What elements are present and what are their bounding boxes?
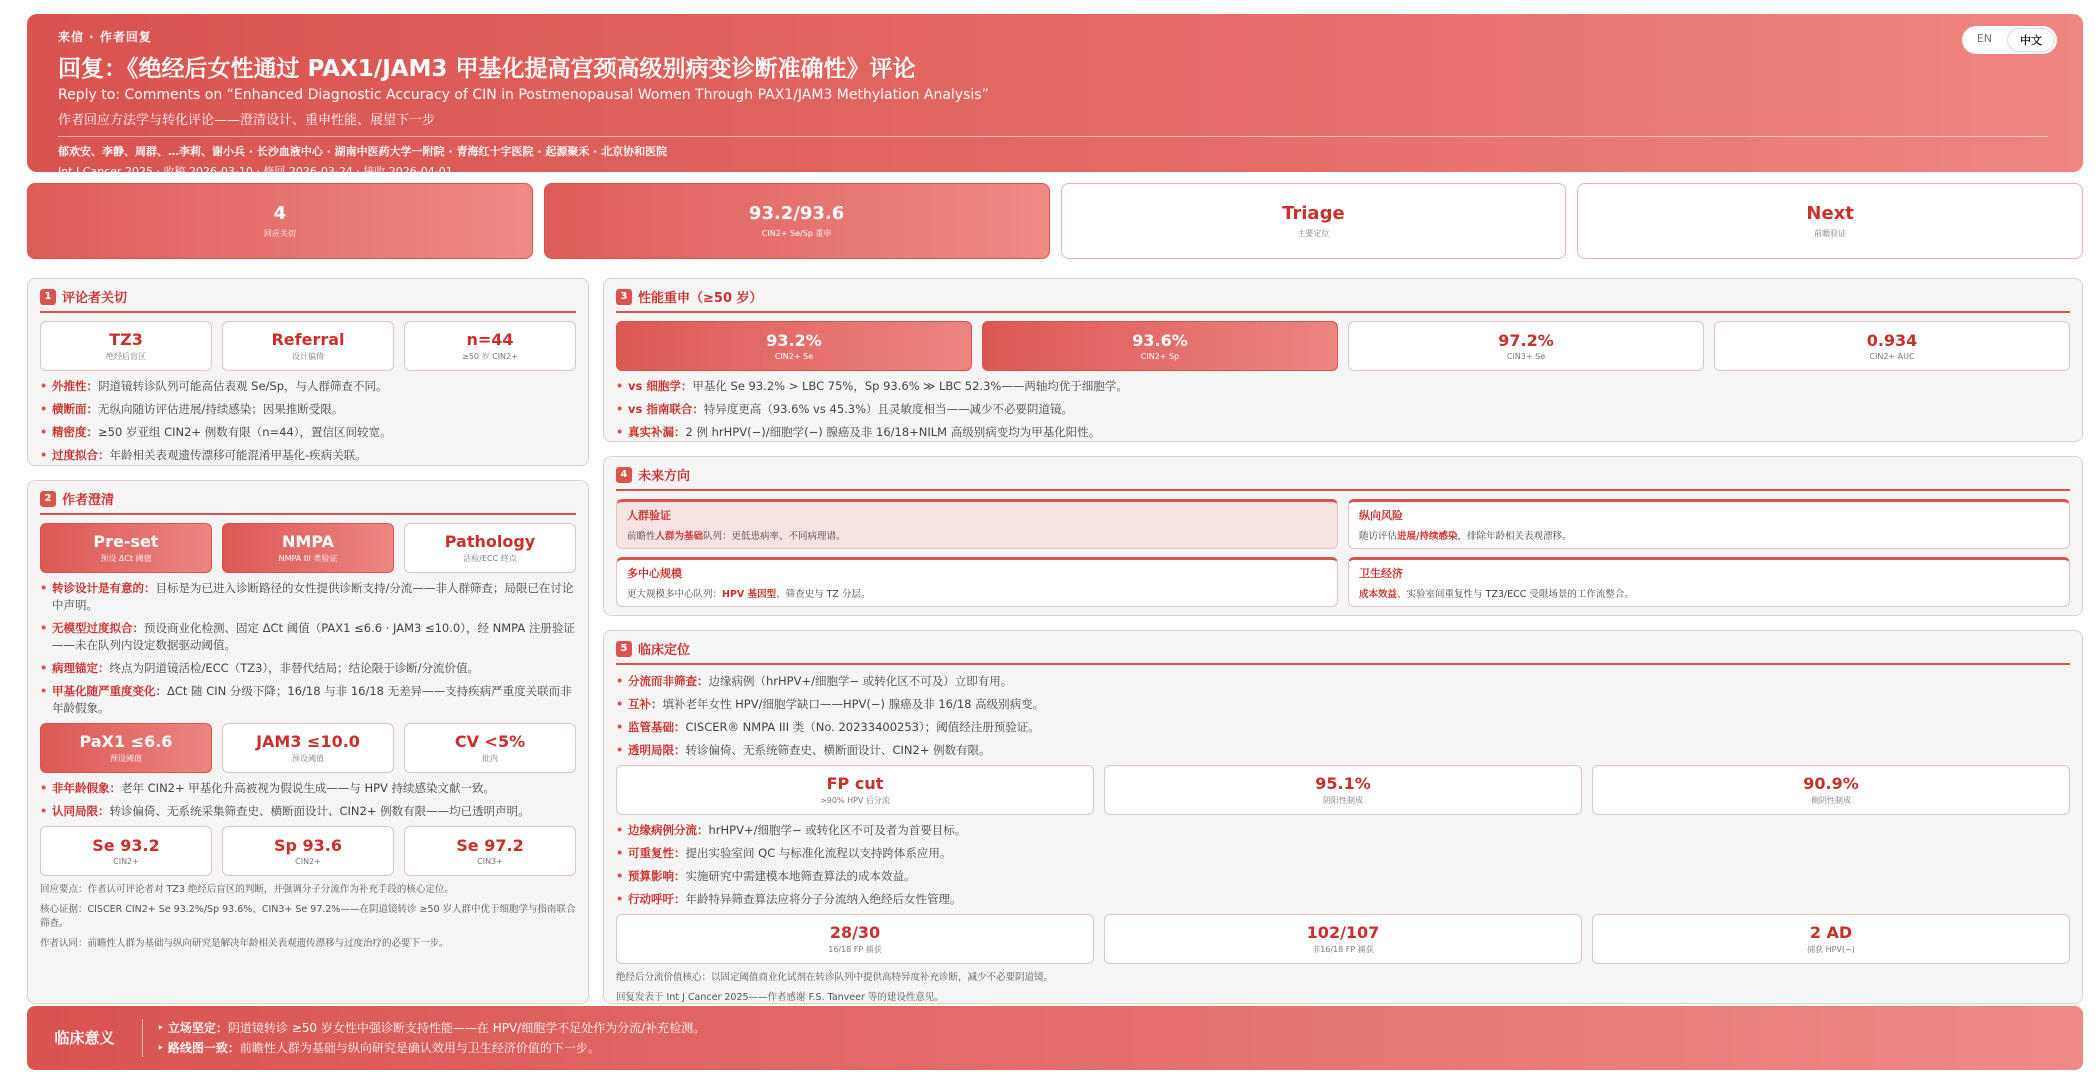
metric-label: CIN3+ Se	[1506, 352, 1546, 361]
metric-label: 非16/18 FP 捕获	[1312, 945, 1374, 954]
metric-value: Pre-set	[93, 532, 159, 551]
metric-value: CV <5%	[454, 732, 526, 751]
metric-value: 0.934	[1866, 331, 1918, 350]
metric-value: FP cut	[826, 774, 884, 793]
metric-label: 批内	[482, 754, 498, 763]
kpi-card	[544, 183, 1050, 259]
metric-box	[40, 826, 212, 876]
kpi-card	[27, 183, 533, 259]
metric-label: 预设 ΔCt 阈值	[100, 554, 152, 563]
page-subtitle: 作者回应方法学与转化评论——澄清设计、重申性能、展望下一步	[58, 113, 436, 128]
section-number: 2	[40, 491, 56, 507]
list-item: • 边缘病例分流：hrHPV+/细胞学− 或转化区不可及者为首要目标。	[616, 822, 2070, 839]
metric-box	[404, 523, 576, 573]
list-item: • 外推性：阴道镜转诊队列可能高估表观 Se/Sp，与人群筛查不同。	[40, 378, 576, 395]
list-item: • 非年龄假象：老年 CIN2+ 甲基化升高被视为假说生成——与 HPV 持续感染文献一致。	[40, 780, 576, 797]
metric-value: 28/30	[829, 923, 881, 942]
metric-value: NMPA	[282, 532, 334, 551]
list-item: • 可重复性：提出实验室间 QC 与标准化流程以支持跨体系应用。	[616, 845, 2070, 862]
page-title-en: Reply to: Comments on “Enhanced Diagnostic Accuracy of CIN in Postmenopausal Women Through PAX1/JAM3 Methylation Analysis”	[58, 87, 989, 103]
lang-zh-button[interactable]: 中文	[2008, 29, 2054, 51]
panel-reviewer-concerns	[27, 278, 589, 466]
section-rule	[616, 489, 2070, 491]
metric-label: ≥50 岁 CIN2+	[462, 352, 518, 361]
bullet-list	[616, 673, 2070, 759]
section-title: 作者澄清	[62, 493, 115, 508]
metric-value: Sp 93.6	[273, 836, 343, 855]
kpi-row	[27, 183, 2083, 259]
list-item: • 透明局限：转诊偏倚、无系统筛查史、横断面设计、CIN2+ 例数有限。	[616, 742, 2070, 759]
metric-box	[1348, 321, 1704, 371]
panel-notes	[40, 883, 576, 951]
bullet-list	[616, 822, 2070, 908]
future-card	[1348, 557, 2070, 607]
bullet-list	[616, 378, 2070, 441]
kpi-card	[1061, 183, 1567, 259]
section-title: 临床定位	[638, 643, 691, 658]
future-card	[616, 557, 1338, 607]
footer-label: 临床意义	[27, 1019, 143, 1057]
metric-box	[222, 723, 394, 773]
metric-box	[1104, 914, 1582, 964]
metric-box	[1104, 765, 1582, 815]
metric-box	[616, 321, 972, 371]
panel-clinical-positioning	[603, 630, 2083, 1004]
metric-label: CIN2+ AUC	[1869, 352, 1915, 361]
metric-label: CIN2+	[295, 857, 321, 866]
bullet-list	[40, 378, 576, 464]
metric-label: 绝经后盲区	[106, 352, 146, 361]
clinical-significance-footer	[27, 1006, 2083, 1070]
metric-box	[222, 321, 394, 371]
metric-value: Se 97.2	[456, 836, 524, 855]
card-title: 多中心规模	[627, 567, 682, 580]
card-text: 随访评估进展/持续感染，排除年龄相关表观漂移。	[1359, 531, 1572, 542]
language-toggle	[1962, 26, 2057, 54]
list-item: • 转诊设计是有意的：目标是为已进入诊断路径的女性提供诊断支持/分流——非人群筛查；局限已在讨论中声明。	[40, 580, 576, 614]
panel-header	[616, 287, 2070, 306]
metric-boxes	[40, 321, 576, 371]
metric-box	[404, 321, 576, 371]
kpi-label: CIN2+ Se/Sp 重申	[761, 229, 832, 238]
kpi-label: 回应关切	[263, 229, 296, 238]
future-grid	[616, 499, 2070, 607]
metric-value: 2 AD	[1809, 923, 1853, 942]
footer-line: ‣ 立场坚定：阴道镜转诊 ≥50 岁女性中强诊断支持性能——在 HPV/细胞学不足处作为分流/补充检测。	[157, 1021, 706, 1035]
kpi-value: 4	[273, 203, 287, 224]
bullet-list	[40, 580, 576, 717]
list-item: • 互补：填补老年女性 HPV/细胞学缺口——HPV(−) 腺癌及非 16/18 高级别病变。	[616, 696, 2070, 713]
metric-label: CIN3+	[477, 857, 503, 866]
metric-box	[1592, 914, 2070, 964]
page-title: 回复：《绝经后女性通过 PAX1/JAM3 甲基化提高宫颈高级别病变诊断准确性》评论	[58, 56, 916, 82]
note-text: 核心证据：CISCER CIN2+ Se 93.2%/Sp 93.6%、CIN3+ Se 97.2%——在阴道镜转诊 ≥50 岁人群中优于细胞学与指南联合筛查。	[40, 904, 576, 929]
metric-label: >90% HPV 后分流	[820, 796, 890, 805]
kpi-label: 前瞻验证	[1814, 229, 1847, 238]
metric-label: NMPA III 类验证	[278, 554, 338, 563]
metric-value: Referral	[271, 330, 345, 349]
metric-value: Pathology	[444, 532, 536, 551]
panel-header	[616, 465, 2070, 484]
metric-label: 阴阳性制成	[1323, 796, 1363, 805]
kpi-label: 主要定位	[1297, 229, 1330, 238]
metric-box	[222, 523, 394, 573]
note-text: 回复发表于 Int J Cancer 2025——作者感谢 F.S. Tanveer 等的建设性意见。	[616, 992, 944, 1003]
metric-box	[404, 723, 576, 773]
metric-value: 102/107	[1306, 923, 1380, 942]
panel-header	[616, 639, 2070, 658]
metric-label: CIN2+	[113, 857, 139, 866]
card-title: 卫生经济	[1359, 567, 1403, 580]
metric-box	[616, 765, 1094, 815]
metric-box	[616, 914, 1094, 964]
metric-boxes	[616, 321, 2070, 371]
section-number: 1	[40, 289, 56, 305]
list-item: • 过度拟合：年龄相关表观遗传漂移可能混淆甲基化-疾病关联。	[40, 447, 576, 464]
list-item: • vs 细胞学：甲基化 Se 93.2% > LBC 75%，Sp 93.6% ≫ LBC 52.3%——两轴均优于细胞学。	[616, 378, 2070, 395]
kpi-value: 93.2/93.6	[748, 203, 845, 224]
list-item: • vs 指南联合：特异度更高（93.6% vs 45.3%）且灵敏度相当——减少不必要阴道镜。	[616, 401, 2070, 418]
note-text: 绝经后分流价值核心：以固定阈值商业化试剂在转诊队列中提供高特异度补充诊断，减少不必要阴道镜。	[616, 972, 1054, 983]
section-rule	[616, 663, 2070, 665]
list-item: • 甲基化随严重度变化：ΔCt 随 CIN 分级下降；16/18 与非 16/18 无差异——支持疾病严重度关联而非年龄假象。	[40, 683, 576, 717]
lang-en-button[interactable]: EN	[1976, 32, 1992, 45]
panel-header	[40, 287, 576, 306]
metric-label: CIN2+ Se	[774, 352, 814, 361]
card-text: 更大规模多中心队列：HPV 基因型、筛查史与 TZ 分层。	[627, 589, 871, 600]
card-title: 人群验证	[627, 509, 671, 522]
list-item: • 病理锚定：终点为阴道镜活检/ECC（TZ3），非替代结局；结论限于诊断/分流价值。	[40, 660, 576, 677]
metric-value: n=44	[466, 330, 514, 349]
metric-label: 预设阈值	[292, 754, 324, 763]
metric-boxes	[40, 523, 576, 573]
section-number: 3	[616, 289, 632, 305]
list-item: • 无模型过度拟合：预设商业化检测、固定 ΔCt 阈值（PAX1 ≤6.6 · JAM3 ≤10.0），经 NMPA 注册验证——未在队列内设定数据驱动阈值。	[40, 620, 576, 654]
journal-info: Int J Cancer 2025 · 收稿 2026-03-10 · 修回 2026-03-24 · 接收 2026-04-01	[58, 165, 453, 178]
metric-value: 90.9%	[1803, 774, 1859, 793]
metric-boxes	[616, 914, 2070, 964]
metric-value: 95.1%	[1315, 774, 1371, 793]
kpi-value: Triage	[1282, 203, 1345, 224]
kpi-value: Next	[1806, 203, 1854, 224]
metric-label: 侧阴性制成	[1811, 796, 1851, 805]
list-item: • 行动呼吁：年龄特异筛查算法应将分子分流纳入绝经后女性管理。	[616, 891, 2070, 908]
metric-value: 93.2%	[766, 331, 822, 350]
section-rule	[40, 513, 576, 515]
list-item: • 预算影响：实施研究中需建模本地筛查算法的成本效益。	[616, 868, 2070, 885]
future-card	[616, 499, 1338, 549]
card-title: 纵向风险	[1359, 509, 1403, 522]
future-card	[1348, 499, 2070, 549]
metric-label: 活检/ECC 终点	[463, 554, 517, 563]
metric-boxes	[40, 826, 576, 876]
metric-label: 16/18 FP 捕获	[828, 945, 882, 954]
section-rule	[616, 311, 2070, 313]
list-item: • 精密度：≥50 岁亚组 CIN2+ 例数有限（n=44），置信区间较宽。	[40, 424, 576, 441]
metric-box	[222, 826, 394, 876]
metric-value: TZ3	[109, 330, 143, 349]
list-item: • 认同局限：转诊偏倚、无系统采集筛查史、横断面设计、CIN2+ 例数有限——均已透明声明。	[40, 803, 576, 820]
metric-value: 97.2%	[1498, 331, 1554, 350]
footer-line: ‣ 路线图一致：前瞻性人群为基础与纵向研究是确认效用与卫生经济价值的下一步。	[157, 1041, 600, 1055]
header-banner	[27, 14, 2083, 178]
section-title: 未来方向	[638, 469, 691, 484]
metric-label: 捕获 HPV(−)	[1807, 945, 1855, 954]
metric-boxes	[616, 765, 2070, 815]
metric-value: Se 93.2	[92, 836, 160, 855]
metric-box	[40, 523, 212, 573]
section-number: 4	[616, 467, 632, 483]
authors: 郁欢安、李静、周群、…李莉、谢小兵 · 长沙血液中心 · 湖南中医药大学一附院 · 青海红十字医院 · 起源聚禾 · 北京协和医院	[58, 145, 668, 158]
metric-label: 预设阈值	[110, 754, 142, 763]
bullet-list	[40, 780, 576, 820]
metric-value: JAM3 ≤10.0	[256, 732, 360, 751]
kpi-card	[1577, 183, 2083, 259]
footer-lines	[143, 1018, 705, 1058]
list-item: • 分流而非筛查：边缘病例（hrHPV+/细胞学− 或转化区不可及）立即有用。	[616, 673, 2070, 690]
list-item: • 真实补漏：2 例 hrHPV(−)/细胞学(−) 腺癌及非 16/18+NILM 高级别病变均为甲基化阳性。	[616, 424, 2070, 441]
panel-author-clarifications	[27, 480, 589, 1004]
note-text: 回应要点：作者认可评论者对 TZ3 绝经后盲区的判断，并强调分子分流作为补充手段的核心定位。	[40, 884, 454, 895]
header-kicker: 来信 · 作者回复	[58, 30, 152, 44]
panel-notes	[616, 971, 2070, 1005]
section-title: 性能重申（≥50 岁）	[638, 291, 763, 306]
metric-boxes	[40, 723, 576, 773]
metric-value: PaX1 ≤6.6	[79, 732, 173, 751]
metric-value: 93.6%	[1132, 331, 1188, 350]
panel-future-directions	[603, 456, 2083, 616]
section-rule	[40, 311, 576, 313]
metric-box	[1714, 321, 2070, 371]
section-number: 5	[616, 641, 632, 657]
panel-header	[40, 489, 576, 508]
metric-box	[40, 723, 212, 773]
list-item: • 横断面：无纵向随访评估进展/持续感染；因果推断受限。	[40, 401, 576, 418]
list-item: • 监管基础：CISCER® NMPA III 类（No. 20233400253）；阈值经注册预验证。	[616, 719, 2070, 736]
panel-performance	[603, 278, 2083, 442]
metric-box	[404, 826, 576, 876]
metric-box	[982, 321, 1338, 371]
metric-box	[1592, 765, 2070, 815]
metric-label: 设计偏倚	[292, 352, 324, 361]
card-text: 成本效益、实验室间重复性与 TZ3/ECC 受限场景的工作流整合。	[1359, 589, 1634, 600]
card-text: 前瞻性人群为基础队列：更低患病率、不同病理谱。	[627, 531, 846, 542]
metric-label: CIN2+ Sp	[1140, 352, 1180, 361]
section-title: 评论者关切	[62, 291, 128, 306]
note-text: 作者认同：前瞻性人群为基础与纵向研究是解决年龄相关表观遗传漂移与过度治疗的必要下一步。	[40, 938, 449, 949]
metric-box	[40, 321, 212, 371]
header-divider	[58, 136, 2048, 137]
